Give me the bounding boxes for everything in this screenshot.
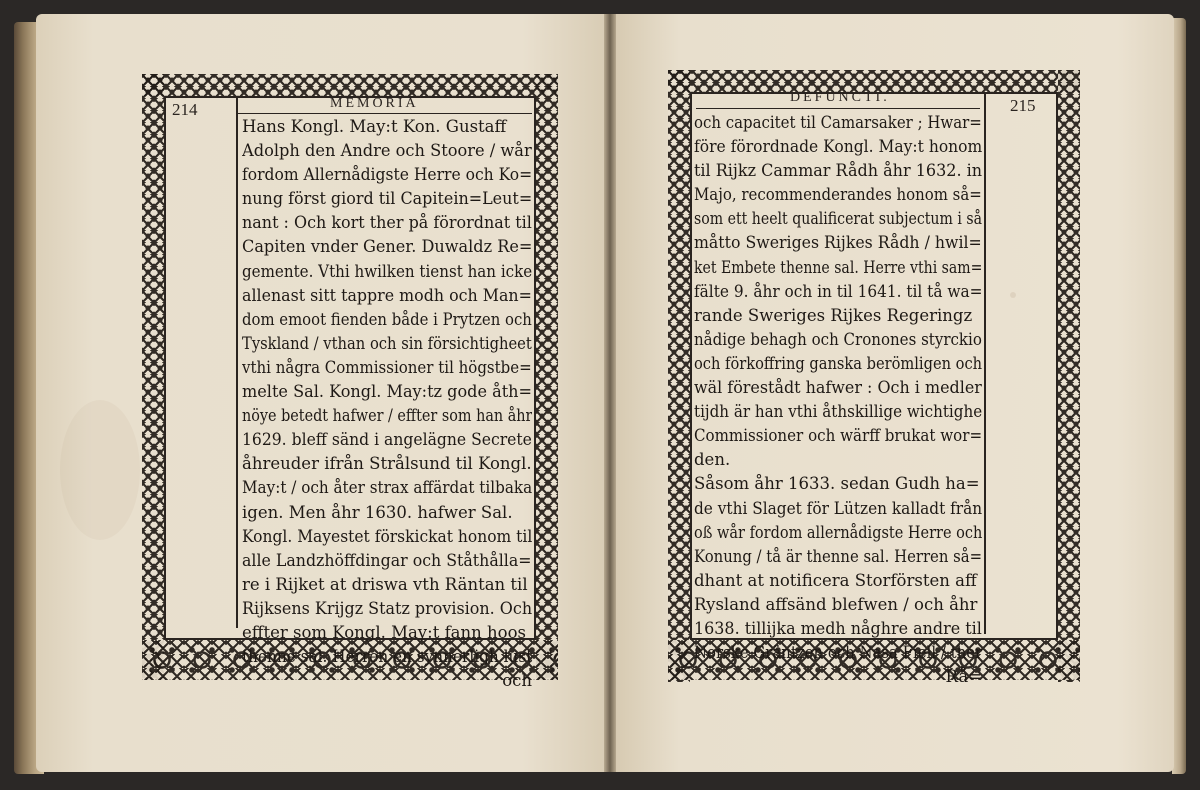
right-margin-rule [984, 94, 986, 634]
text-line: Kongl. Mayestet förskickat honom til [242, 526, 533, 546]
book-gutter [604, 14, 616, 772]
text-line: och capacitet til Camarsaker ; Hwar= [694, 113, 982, 132]
text-line: wäl förestådt hafwer : Och i medler [694, 378, 982, 398]
right-folio-number: 215 [1010, 96, 1036, 115]
text-line: Hans Kongl. May:t Kon. Gustaff [242, 117, 507, 136]
text-line: gemente. Vthi hwilken tienst han icke [242, 261, 533, 281]
text-line: effter som Kongl. May:t fann hoos [242, 622, 526, 642]
right-frame-right-band [1058, 70, 1080, 682]
left-margin-rule [236, 98, 238, 628]
text-line: oß wår fordom allernådigste Herre och [694, 522, 982, 542]
text-line: åhreuder ifrån Strålsund til Kongl. [242, 454, 532, 474]
text-line: alle Landzhöffdingar och Ståthålla= [242, 550, 532, 570]
text-line: Tyskland / vthan och sin försichtigheet [242, 333, 532, 353]
text-line: och förkoffring ganska berömligen och [694, 353, 982, 373]
text-line: Rå= [945, 667, 982, 687]
text-line: Capiten vnder Gener. Duwaldz Re= [242, 237, 532, 257]
text-line: de vthi Slaget för Lützen kalladt från [694, 498, 982, 518]
text-line: re i Rijket at driswa vth Räntan til [242, 574, 528, 594]
right-head-rule [696, 108, 980, 109]
text-line: den. [694, 450, 731, 470]
left-folio-number: 214 [172, 100, 198, 119]
right-running-head: DEFUNCTI. [790, 90, 890, 105]
text-line: som ett heelt qualificerat subjectum i så [694, 209, 982, 229]
text-line: Konung / tå är thenne sal. Herren så= [694, 546, 982, 566]
text-line: melte Sal. Kongl. May:tz gode åth= [242, 382, 532, 402]
text-line: Rijksens Krijgz Statz provision. Och [242, 598, 533, 618]
text-line: fordom Allernådigste Herre och Ko= [242, 165, 533, 185]
right-frame-left-band [668, 70, 690, 682]
text-line: Norske Gräntzen och Nasa Fiell / ther [694, 643, 983, 663]
left-running-head: MEMORIA [330, 96, 419, 111]
text-line: rande Sweriges Rijkes Regeringz [694, 305, 973, 325]
right-page-text [694, 111, 982, 689]
left-frame-right-band [536, 74, 558, 680]
text-line: 1629. bleff sänd i angelägne Secrete [242, 430, 532, 450]
paper-speck [1010, 292, 1016, 298]
paper-stain [60, 400, 140, 540]
text-line: Adolph den Andre och Stoore / wår [242, 141, 532, 161]
text-line: 1638. tillijka medh någhre andre til [694, 618, 982, 638]
text-line: ket Embete thenne sal. Herre vthi sam= [694, 257, 982, 277]
text-line: vthi några Commissioner til högstbe= [242, 357, 532, 377]
left-frame-left-band [142, 74, 164, 680]
text-line: måtto Sweriges Rijkes Rådh / hwil= [694, 233, 982, 253]
text-line: dom emoot fienden både i Prytzen och [242, 309, 532, 329]
text-line: Rysland affsänd blefwen / och åhr [694, 594, 978, 614]
text-line: nöye betedt hafwer / effter som han åhr [242, 406, 533, 426]
right-frame-top-band [668, 70, 1080, 92]
text-line: före förordnade Kongl. May:t honom [694, 137, 982, 157]
text-line: dhant at notificera Storförsten aff [694, 570, 977, 590]
left-page-text [242, 115, 532, 693]
text-line: thenne sal. Herren en synnerligh lust [242, 647, 533, 667]
text-line: tijdh är han vthi åthskillige wichtighe [694, 402, 982, 422]
left-frame-top-band [142, 74, 558, 96]
text-line: igen. Men åhr 1630. hafwer Sal. [242, 502, 513, 522]
text-line: nant : Och kort ther på förordnat til [242, 213, 532, 233]
right-page-edges [1172, 18, 1186, 774]
text-line: nådige behagh och Cronones styrckio [694, 329, 982, 349]
text-line: allenast sitt tappre modh och Man= [242, 285, 532, 305]
left-head-rule [236, 113, 532, 114]
text-line: fälte 9. åhr och in til 1641. til tå wa= [694, 281, 982, 301]
text-line: Majo, recommenderandes honom så= [694, 185, 982, 205]
text-line: och [502, 671, 532, 691]
text-line: nung först giord til Capitein=Leut= [242, 189, 533, 209]
text-line: Commissioner och wärff brukat wor= [694, 426, 982, 446]
text-line: til Rijkz Cammar Rådh åhr 1632. in [694, 161, 983, 181]
text-line: Såsom åhr 1633. sedan Gudh ha= [694, 474, 980, 494]
text-line: May:t / och åter strax affärdat tilbaka [242, 478, 533, 498]
